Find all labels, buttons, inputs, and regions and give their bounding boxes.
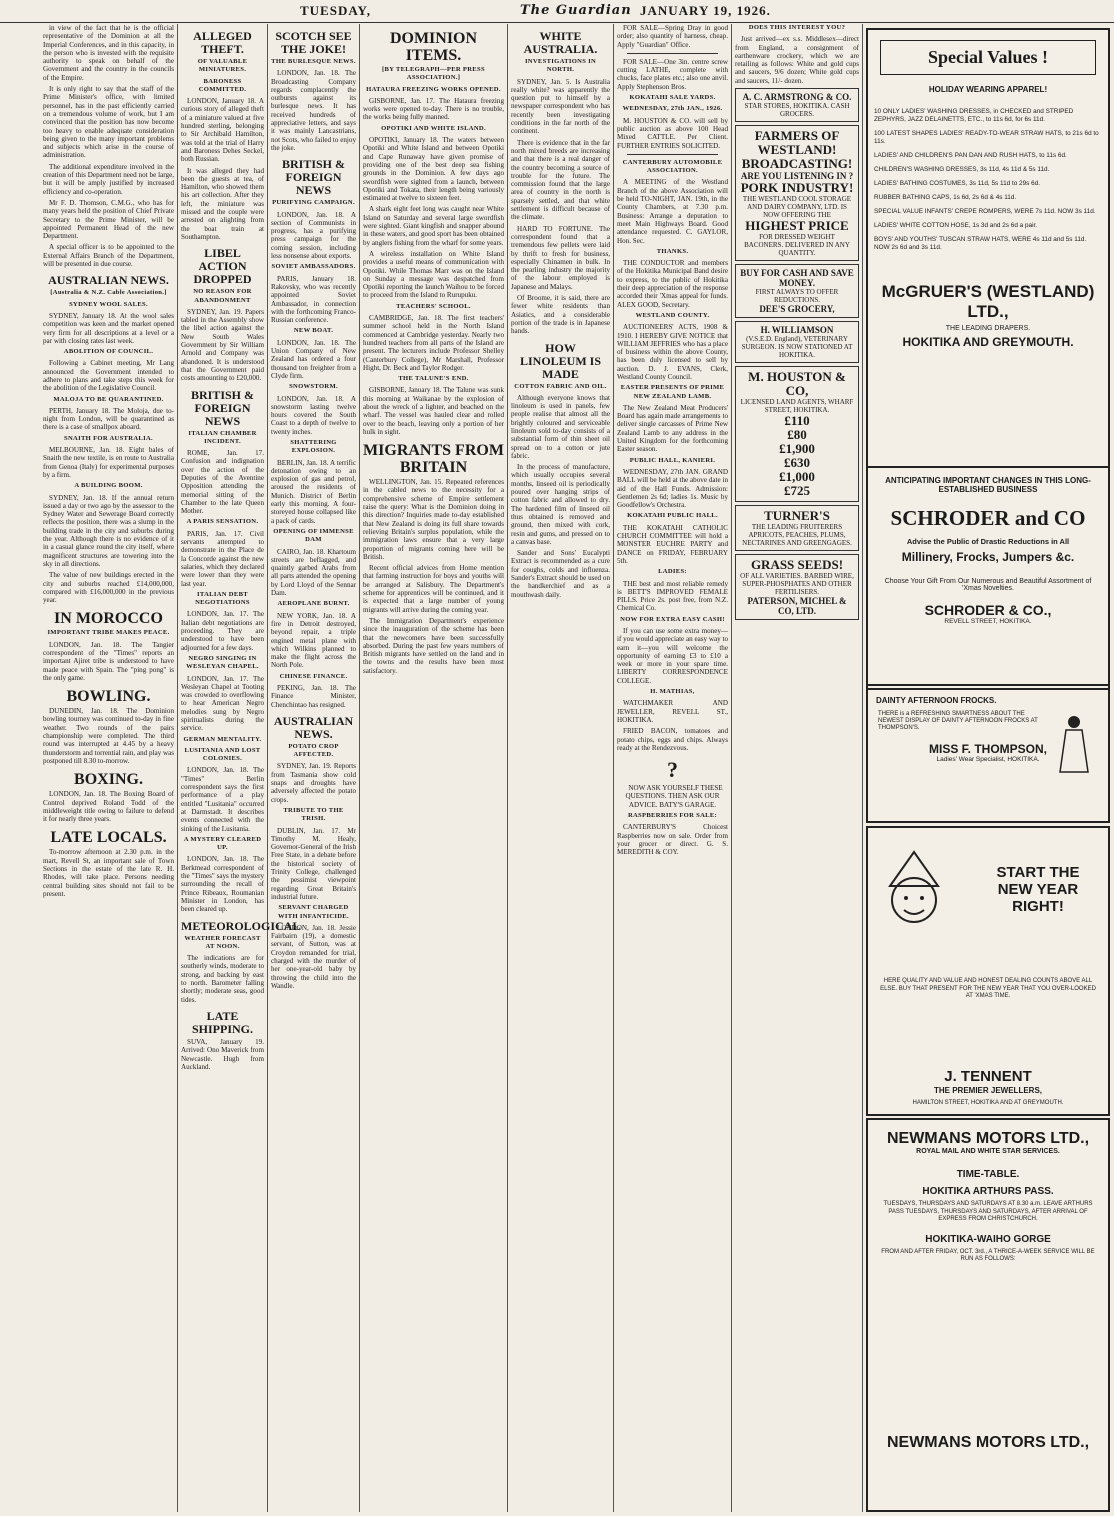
- value-line: RUBBER BATHING CAPS, 1s 6d, 2s 6d & 4s 11d.: [874, 194, 1017, 201]
- subheading-tribute: TRIBUTE TO THE TRISH.: [283, 806, 344, 823]
- article-text: Of Broome, it is said, there are fewer white residents than Asiatics, and a considerable portion of the trade is in Japanese hands.: [511, 294, 610, 336]
- column-6-classifieds: [614, 24, 732, 1512]
- value-line: SPECIAL VALUE INFANTS' CREPE ROMPERS, WERE 7s 11d. NOW 3s 11d.: [874, 208, 1096, 215]
- tennent-sub: THE PREMIER JEWELLERS,: [933, 1086, 1042, 1095]
- article-text: Recent official advices from Home mention that farming instruction for boys and youths will be arranged at Salisbury. The Department's scheme for apprentices will be continued, and it is expected that a large number of young migrants will arrive during the coming year.: [363, 564, 504, 614]
- schroder-anticipating: ANTICIPATING IMPORTANT CHANGES IN THIS LONG-ESTABLISHED BUSINESS: [885, 476, 1091, 494]
- heading-dominion-items: DOMINION ITEMS.: [389, 30, 478, 64]
- article-text: A shark eight feet long was caught near White Island on Saturday and several large swordfish were sighted. Giant kingfish and snapper abound in these waters, and good sport has been obtained by anglers fishing from the wharf for some years.: [363, 205, 504, 247]
- ad-extra-cash: NOW FOR EXTRA EASY CASH!: [620, 615, 725, 623]
- column-4: [360, 24, 508, 1512]
- article-text: Sander and Sons' Eucalypti Extract is recommended as a cure for coughs, colds and influenza. Sander's Extract should be used on the handkerchief and as a mouthwash daily.: [511, 549, 610, 599]
- article-text: LONDON, Jan. 18. Jessie Fairbairn (19), a domestic servant, of Sutton, was at Croydon remanded for trial, charged with the murder of her one-year-old baby by throwing the child into the Wandle.: [271, 923, 356, 990]
- article-text: There is evidence that in the far north mixed breeds are increasing and that there is a real danger of the country becoming a source of trouble for the future. The commission found that the large area of country in the north is sparsely settled, and that white settlement is difficult because of the climate.: [511, 138, 610, 222]
- article-text: SYDNEY, Jan. 19. Reports from Tasmania show cold snaps and droughts have adversely affected the potato crops.: [271, 762, 356, 804]
- ad-tennent: START THE NEW YEAR RIGHT! HERE QUALITY AND VALUE AND HONEST DEALING COUNTS ABOVE ALL ELSE. BUY THAT PRESENT FOR THE NEW YEAR THAT YOU OVER-LOOKED AT 'XMAS TIME. J. TENNENT THE PREMIER JEWELLERS, HAMILTON STREET, HOKITIKA AND AT GREYMOUTH.: [866, 826, 1110, 1116]
- special-values: Special Values !: [880, 40, 1096, 75]
- heading-boxing: BOXING.: [74, 771, 143, 789]
- article-text: The Immigration Department's experience since the inauguration of the scheme has been that the newcomers have been successfully absorbed. During the past few years numbers of British migrants have settled on the land and in the towns and the results have been most satisfactory.: [363, 616, 504, 675]
- subheading-potato: POTATO CROP AFFECTED.: [288, 742, 339, 759]
- ad-easter: EASTER PRESENTS OF PRIME NEW ZEALAND LAMB.: [620, 384, 725, 400]
- newmans2-name: NEWMANS MOTORS LTD.,: [886, 1433, 1090, 1451]
- subheading-lusitania: LUSITANIA AND LOST COLONIES.: [184, 746, 261, 763]
- ad-text: If you can use some extra money—if you would appreciate an easy way to earn it—you will welcome the opportunity of earning £3 to £10 a week or more in your spare time. LIBERTY CORRESPONDENCE COLLEGE.: [617, 627, 728, 685]
- start-heading: START THE NEW YEAR RIGHT!: [996, 864, 1080, 915]
- article-text: LONDON, Jan. 18. The Berkmead correspondent of the "Times" says the mystery surrounding the recall of Prince Ribeaux, Roumanian Minister in London, has been cleared up.: [181, 855, 264, 914]
- article-text: PARIS, Jan. 17. Civil servants attempted to demonstrate in the Place de la Concorde against the new salaries, which they declared were lower than they were last year.: [181, 529, 264, 588]
- heading-linoleum: HOW LINOLEUM IS MADE: [519, 340, 602, 381]
- subheading-theft: OF VALUABLE MINIATURES.: [197, 58, 248, 74]
- subheading-linoleum: COTTON FABRIC AND OIL.: [514, 382, 607, 390]
- article-text: LONDON, Jan. 18. The Tangier correspondent of the "Times" reports an important Ajiret tribe is understood to have made peace with Spain. The "ping pong" is the only game.: [43, 640, 174, 682]
- ad-schroder: [866, 466, 1110, 686]
- ad-westland: WESTLAND COUNTY.: [635, 311, 710, 319]
- ad-houston: M. HOUSTON & CO, LICENSED LAND AGENTS, WHARF STREET, HOKITIKA. £110 £80 £1,900 £630 £1,000 £725: [735, 366, 859, 502]
- value-line: LADIES' AND CHILDREN'S PAN DAN AND RUSH HATS, to 11s 6d.: [874, 152, 1067, 159]
- newmans-sub: ROYAL MAIL AND WHITE STAR SERVICES.: [916, 1148, 1060, 1155]
- article-text: DUBLIN, Jan. 17. Mr Timothy M. Healy, Governor-General of the Irish Free State, in a debate before the historical society of Trinity College, challenged the pessimist viewpoint regarding Great Britain's industrial future.: [271, 826, 356, 901]
- value-line: LADIES' WHITE COTTON HOSE, 1s 3d and 2s 6d a pair.: [874, 222, 1038, 229]
- ad-armstrong: A. C. ARMSTRONG & CO. STAR STORES, HOKITIKA. CASH GROCERS.: [735, 88, 859, 122]
- article-text: ROME, Jan. 17. Confusion and indignation over the action of the Deputies of the Aventine Opposition attending the memorial sitting of the Chamber to the late Queen Mother.: [181, 449, 264, 516]
- heading-meteorological: METEOROLOGICAL: [181, 918, 301, 933]
- schroder2-name: SCHRODER & CO.,: [924, 602, 1052, 618]
- article-text: HARD TO FORTUNE. The correspondent found that a tremendous few pellets were laid by thrift to fresh for business, especially Chinamen in bulk. In the pearling industry the majority of the labour employed is Japanese and Malays.: [511, 224, 610, 291]
- article-wool: SYDNEY, January 18. At the wool sales competition was keen and the market opened very firm for all descriptions at a level or a par with closing rates last week.: [43, 311, 174, 345]
- subheading-teachers: TEACHERS' SCHOOL.: [396, 302, 471, 310]
- article-text: The indications are for southerly winds, moderate to strong, and backing by east to north. Barometer falling shortly; moderate seas, good tides.: [181, 954, 264, 1004]
- article-text: GISBORNE, Jan. 17. The Hataura freezing works were opened to-day. There is no trouble, the works being fully manned.: [363, 96, 504, 122]
- dainty-heading: DAINTY AFTERNOON FROCKS.: [876, 696, 997, 705]
- ad-text: WEDNESDAY, 27th JAN. GRAND BALL will be held at the above date in aid of the Hall Funds. Admission: Gentlemen 2s 6d; ladies 1s. Music by Goodfellow's Orchestra.: [617, 467, 728, 510]
- subheading-baroness: BARONESS COMMITTED.: [198, 77, 247, 93]
- article-text: Mr F. D. Thomson, C.M.G., who has for many years held the position of Chief Private Secretary to the Prime Minister, will be appointed Permanent Head of the new Department.: [43, 198, 174, 241]
- ad-newmans: NEWMANS MOTORS LTD., ROYAL MAIL AND WHITE STAR SERVICES. TIME-TABLE. HOKITIKA ARTHURS PASS. TUESDAYS, THURSDAYS AND SATURDAYS AT 8.30 a.m. LEAVE ARTHURS PASS TUESDAYS, THURSDAYS AND SATURDAYS, AFTER ARRIVAL OF EXPRESS FROM CHRISTCHURCH. HOKITIKA-WAIHO GORGE FROM AND AFTER FRIDAY, OCT. 3rd., A THRICE-A-WEEK SERVICE WILL BE RUN AS FOLLOWS: NEWMANS MOTORS LTD.,: [866, 1118, 1110, 1512]
- article-text: To-morrow afternoon at 2.30 p.m. in the mart, Revell St, an important sale of Town Sections in the estate of the late R. H. Rhodes, will take place. Persons needing central building sites should not fail to be present.: [43, 848, 174, 898]
- thompson-sub: Ladies' Wear Specialist, HOKITIKA.: [936, 756, 1040, 763]
- article-text: Although everyone knows that linoleum is used in panels, few people realise that almost all the brightly coloured and serviceable linoleum sold to-day consists of a substantial form of thin sheet oil spread on to a cotton or jute fabric.: [511, 393, 610, 460]
- subheading-negro: NEGRO SINGING IN WESLEYAN CHAPEL.: [186, 654, 259, 671]
- column-7-ads: [732, 24, 863, 1512]
- ad-williamson: H. WILLIAMSON (V.S.E.D. England), VETERINARY SURGEON. IS NOW STATIONED AT HOKITIKA.: [735, 321, 859, 363]
- thompson-name: MISS F. THOMPSON,: [928, 742, 1047, 756]
- newmans-name: NEWMANS MOTORS LTD.,: [886, 1130, 1090, 1147]
- article-text: Following a Cabinet meeting, Mr Lang announced the Government intended to adhere to plans and take steps this week for the abolition of the Legislative Council.: [43, 359, 174, 393]
- ad-text: FOR SALE—One 3in. centre screw cutting LATHE, complete with chucks, face plates etc.; also one anvil. Apply Stephenson Bros.: [617, 57, 728, 91]
- ad-text: M. HOUSTON & CO. will sell by public auction as above 100 Head Mixed CATTLE. Per Client. FURTHER ENTRIES SOLICITED.: [617, 116, 728, 150]
- heading-libel-action: LIBEL ACTION DROPPED: [193, 246, 252, 287]
- subheading-purifying: PURIFYING CAMPAIGN.: [272, 199, 355, 207]
- value-line: LADIES' BATHING COSTUMES, 3s 11d, 5s 11d to 29s 6d.: [874, 180, 1041, 187]
- subheading-morocco: IMPORTANT TRIBE MAKES PEACE.: [47, 629, 170, 637]
- article-text: The value of new buildings erected in the city and suburbs reached £14,000,000, compared with £16,000,000 in the previous year.: [43, 571, 174, 605]
- article-text: LONDON, Jan. 18. The Broadcasting Company regards complacently the outbursts against its burlesque news. It has received hundreds of appreciative letters, and says it was mainly Lancastrians, not Scots, who failed to enjoy the joke.: [271, 69, 356, 152]
- article-text: GISBORNE, January 18. The Talune was sunk this morning at Waikanae by the explosion of about the wreck of a lighter, and beached on the wharf. The vessel was hauled clear and rolled over to the beach, leaving only a portion of her hulk in sight.: [363, 386, 504, 436]
- value-line: CHILDREN'S WASHING DRESSES, 3s 11d, 4s 11d & 5s 11d.: [874, 166, 1050, 173]
- article-text: LONDON, Jan. 17. The Wesleyan Chapel at Tooting was crowded to overflowing to hear American Negro melodies sung by Negro spiritualists during the service.: [181, 674, 264, 733]
- article-text: NEW YORK, Jan. 18. A fire in Detroit destroyed, beyond repair, a triple engined metal plane with which Wilkins planned to make the flight across the North Pole.: [271, 611, 356, 670]
- article-text: LONDON, Jan. 18. A snowstorm lasting twelve hours covered the South Coast to a depth of twelve to twenty inches.: [271, 394, 356, 436]
- masthead: [0, 0, 1114, 23]
- article-text: PEKING, Jan. 18. The Finance Minister, Chenchintao has resigned.: [271, 684, 356, 709]
- article-text: LONDON, Jan. 18. The "Times" Berlin correspondent says the first performance of a play entitled "Lusitania" occurred at Darmstadt. It describes events connected with the sinking of the Lusitania.: [181, 766, 264, 833]
- arthurs-pass: HOKITIKA ARTHURS PASS.: [922, 1186, 1054, 1197]
- subheading-wool: SYDNEY WOOL SALES.: [69, 300, 148, 308]
- article-text: DUNEDIN, Jan. 18. The Dominion bowling tourney was continued to-day in fine weather. Two rounds of the pairs championship were completed. The third round was interrupted at 4.45 by a heavy thunderstorm and torrential rain, and play was postponed till 8.30 to-morrow.: [43, 707, 174, 765]
- subheading-abolition: ABOLITION OF COUNCIL.: [63, 348, 154, 356]
- column-1: [40, 24, 178, 1512]
- ad-text: AUCTIONEERS' ACTS, 1908 & 1910. I HEREBY GIVE NOTICE that WILLIAM JEFFRIES who has a place of business within the above County, has been duly licensed to sell by auction. D. J. EVANS, Clerk, Westland County Council.: [617, 323, 728, 381]
- ad-grass: GRASS SEEDS! OF ALL VARIETIES. BARBED WIRE, SUPER-PHOSPHATES AND OTHER FERTILISERS. PATERSON, MICHEL & CO, LTD.: [735, 554, 859, 620]
- masthead-title: The Guardian: [520, 3, 632, 18]
- ad-turners: TURNER'S THE LEADING FRUITERERS APRICOTS, PEACHES, PLUMS, NECTARINES AND GREENGAGES.: [735, 505, 859, 551]
- ad-interest-heading: DOES THIS INTEREST YOU?: [748, 24, 846, 31]
- mcgruer-name: McGRUER'S (WESTLAND) LTD.,: [881, 282, 1095, 321]
- article-text: OPOTIKI, January 18. The waters between Opotiki and White Island and between Opotiki and Cape Runaway have given promise of providing one of the best deep sea fishing grounds in the Dominion. A few days ago swordfish were sighted from a launch, between Opotiki and Tokata, their length being variously estimated at twelve to sixteen feet.: [363, 136, 504, 203]
- subheading-opening-dam: OPENING OF IMMENSE DAM: [273, 527, 354, 544]
- heading-british-foreign-2: BRITISH & FOREIGN NEWS: [281, 157, 346, 198]
- subheading-hataura: HATAURA FREEZING WORKS OPENED.: [366, 85, 501, 93]
- article-text: LONDON, Jan. 18. The Union Company of New Zealand has ordered a four thousand ton freighter from a Clyde firm.: [271, 338, 356, 380]
- ad-text: Just arrived—ex s.s. Middlesex—direct from England, a consignment of earthenware crockery, which we are retailing as follows: White and gold cups and saucers, 9/6 dozen; White gold cups and saucers, 11/- dozen.: [735, 35, 859, 85]
- article-text: PARIS, January 18. Rakovsky, who was recently appointed Soviet Ambassador, in connection with the forthcoming Franco-Russian conference.: [271, 274, 356, 325]
- value-line: 10 ONLY LADIES' WASHING DRESSES, in CHECKED and STRIPED ZEPHYRS, JAZZ DELAINETTS, ETC., to 11s 6d, for 6s 11d.: [874, 108, 1074, 123]
- mcgruer-sub: THE LEADING DRAPERS.: [945, 325, 1031, 332]
- ad-ladies: LADIES:: [658, 568, 687, 576]
- ad-public-hall: PUBLIC HALL, KANIERI.: [629, 456, 716, 464]
- subheading-met: WEATHER FORECAST AT NOON.: [184, 934, 261, 950]
- subheading-opotiki: OPOTIKI AND WHITE ISLAND.: [381, 124, 486, 132]
- value-line: BOYS' AND YOUTHS' TUSCAN STRAW HATS, WERE 4s 11d and 5s 11d. NOW 2s 6d and 3s 11d.: [874, 236, 1087, 251]
- masthead-day: TUESDAY,: [300, 3, 371, 18]
- article-text: The additional expenditure involved in the creation of this Department need not be large, but it will be amply justified by increased efficiency and co-operation.: [43, 162, 174, 196]
- ad-text: WATCHMAKER AND JEWELLER, REVELL ST., HOKITIKA.: [617, 699, 728, 724]
- subheading-servant: SERVANT CHARGED WITH INFANTICIDE.: [278, 904, 349, 920]
- lady-figure-icon: [1054, 712, 1094, 782]
- article-text: A wireless installation on White Island provides a useful means of communication with Opotiki. While Thomas Marr was on the Island on Sunday a message was despatched from Opotiki reporting the launch Waihou to be forced to proceed from the Island to Rurupuku.: [363, 249, 504, 300]
- ad-text: THE CONDUCTOR and members of the Hokitika Municipal Band desire to express, to the public of Hokitika their deep appreciation of the response accorded their 'Xmas appeal for funds. ALEX GOOD, Secretary.: [617, 259, 728, 309]
- subheading-taluns: THE TALUNE'S END.: [398, 375, 469, 383]
- subheading-white: INVESTIGATIONS IN NORTH.: [524, 58, 597, 74]
- subheading-italian: ITALIAN CHAMBER INCIDENT.: [188, 429, 257, 445]
- subheading-italian-debt: ITALIAN DEBT NEGOTIATIONS: [195, 590, 250, 607]
- subheading-shattering: SHATTERING EXPLOSION.: [290, 438, 337, 455]
- heading-morocco: IN MOROCCO: [54, 610, 163, 628]
- subheading-soviet: SOVIET AMBASSADORS.: [271, 263, 356, 271]
- article-text: SYDNEY, Jan. 18. If the annual return issued a day or two ago by the assessor to the Sydney Water and Sewerage Board correctly reflects the position, there was a slump in the building trade in the city and suburbs during the year. Although there is no evidence of it in a casual glance round the city itself, where magnificent structures are towering into the sky in all directions.: [43, 493, 174, 568]
- subheading-libel: NO REASON FOR ABANDONMENT: [193, 288, 252, 304]
- article-text: BERLIN, Jan. 18. A terrific detonation owing to an explosion of gas and petrol, aroused the residents of Munich. District of Berlin early this morning. A four-storeyed house collapsed like a pack of cards.: [271, 458, 356, 525]
- article-text: SYDNEY, Jan. 19. Papers tabled in the Assembly show the libel action against the New South Wales Government by Sir William Arnold and Company was abandoned. It is understood that the Government paid costs amounting to £20,000.: [181, 307, 264, 383]
- schroder-name: SCHRODER and CO: [890, 506, 1086, 530]
- schroder-sub2: Millinery, Frocks, Jumpers &c.: [901, 550, 1075, 564]
- ad-forsale: FOR SALE—Spring Dray in good order; also quantity of harness, cheap. Apply "Guardian" Office.: [617, 24, 728, 49]
- article-text: SYDNEY, Jan. 5. Is Australia really white? was apparently the question put to himself by a newspaper correspondent who has recently been investigating conditions in the far north of the continent.: [511, 77, 610, 136]
- ad-text: NOW ASK YOURSELF THESE QUESTIONS. THEN ASK OUR ADVICE. BATY'S GARAGE.: [625, 784, 723, 809]
- article-text: LONDON, Jan. 18. The Boxing Board of Control deprived Roland Todd of the middleweight title owing to failure to defend it for nearly three years.: [43, 790, 174, 824]
- ad-kokatahi-hall: KOKATAHI PUBLIC HALL.: [627, 512, 718, 520]
- subheading-scotch: THE BURLESQUE NEWS.: [271, 58, 356, 65]
- article-text: A special officer is to be appointed to the External Affairs Branch of the Department, will be presented in due course.: [43, 243, 174, 269]
- article-intro: in view of the fact that he is the official representative of the Dominion at all the Imperial Conferences, and in this capacity, in the person who is invested with the requisite authority to speak on behalf of the Government and the country in the councils of the Empire.: [43, 24, 174, 82]
- heading-australian-news: AUSTRALIAN NEWS.: [48, 273, 169, 288]
- subheading-mystery: A MYSTERY CLEARED UP.: [183, 835, 262, 852]
- question-mark: ?: [667, 757, 678, 783]
- subheading-snowstorm: SNOWSTORM.: [289, 383, 338, 391]
- subheading-building: A BUILDING BOOM.: [74, 482, 143, 490]
- subheading-snaith: SNAITH FOR AUSTRALIA.: [64, 434, 153, 442]
- heading-scotch: SCOTCH SEE THE JOKE!: [275, 29, 352, 56]
- heading-alleged-theft: ALLEGED THEFT.: [193, 29, 252, 56]
- ad-text: A MEETING of the Westland Branch of the above Association will be held TO-NIGHT, JAN. 19th, in the County Chambers, at 7.30 p.m. Business: Arrange a deputation to meet Main Highways Board. Good attendance requested. C. GAYLOR, Hon. Sec.: [617, 178, 728, 245]
- ad-text: FRIED BACON, tomatoes and potato chips, eggs and chips. Always ready at the Rendezvous.: [617, 727, 728, 752]
- ad-farmers: FARMERS OF WESTLAND! BROADCASTING! ARE YOU LISTENING IN ? PORK INDUSTRY! THE WESTLAND COOL STORAGE AND DAIRY COMPANY, LTD. IS NOW OFFERING THE HIGHEST PRICE FOR DRESSED WEIGHT BACONERS. DELIVERED IN ANY QUANTITY.: [735, 125, 859, 261]
- schroder-choose: Choose Your Gift From Our Numerous and Beautiful Assortment of 'Xmas Novelties.: [884, 578, 1092, 592]
- article-text: LONDON, Jan. 18. A section of Communists in progress, has a purifying press campaign for the coming session, including less nonsense about exports.: [271, 210, 356, 261]
- subheading-aeroplane: AEROPLANE BURNT.: [277, 600, 350, 608]
- ad-raspberries: RASPBERRIES FOR SALE:: [627, 812, 718, 820]
- schroder-sub: Advise the Public of Drastic Reductions in All: [906, 537, 1070, 546]
- ad-mathias: H. MATHIAS,: [650, 688, 695, 696]
- article-text: SUVA, January 19. Arrived: Ono Maverick from Newcastle. Hugh from Auckland.: [181, 1037, 264, 1071]
- heading-white-australia: WHITE AUSTRALIA.: [523, 29, 598, 56]
- ad-thompson: DAINTY AFTERNOON FROCKS. THERE is a REFRESHING SMARTNESS ABOUT THE NEWEST DISPLAY OF DAINTY AFTERNOON FROCKS AT THOMPSON'S. MISS F. THOMPSON, Ladies' Wear Specialist, HOKITIKA.: [866, 688, 1110, 823]
- article-text: WELLINGTON, Jan. 15. Repeated references in the cabled news to the necessity for a comprehensive scheme of Empire settlement raise the query: What is the Dominion doing in this direction? Inquiries made to-day established that New Zealand is doing its full share towards relieving Britain's surplus population, while the immigration laws ensure that a very large proportion of migrants coming here will be British.: [363, 478, 504, 561]
- timetable: TIME-TABLE.: [956, 1169, 1020, 1180]
- heading-british-foreign: BRITISH & FOREIGN NEWS: [190, 387, 255, 428]
- ad-kokatahi-date: WEDNESDAY, 27th JAN., 1926.: [622, 105, 723, 113]
- ad-text: THE best and most reliable remedy is BETT'S IMPROVED FEMALE PILLS. Price 2s. post free, from N.Z. Chemical Co.: [617, 579, 728, 613]
- article-text: LONDON, January 18. A curious story of alleged theft of a miniature valued at five hundred sterling, belonging to Sir Archibald Hamilton, was told at the trial of Harry and Baroness Dehes Seckel, both Russian.: [181, 97, 264, 164]
- schroder2-address: REVELL STREET, HOKITIKA.: [944, 618, 1032, 625]
- mcgruer-location: HOKITIKA AND GREYMOUTH.: [902, 335, 1074, 349]
- subheading-maloja: MALOJA TO BE QUARANTINED.: [53, 395, 164, 403]
- ad-canterbury: CANTERBURY AUTOMOBILE ASSOCIATION.: [622, 158, 723, 175]
- subheading-chinese: CHINESE FINANCE.: [279, 672, 348, 680]
- waiho-gorge: HOKITIKA-WAIHO GORGE: [925, 1233, 1051, 1245]
- holiday-heading: HOLIDAY WEARING APPAREL!: [928, 85, 1048, 94]
- press-credit: [BY TELEGRAPH—PER PRESS ASSOCIATION.]: [382, 66, 485, 82]
- ad-text: The New Zealand Meat Producers' Board has again made arrangements to deliver single carcasses of Prime New Zealand Lamb to any address in the United Kingdom for the forthcoming Easter season.: [617, 403, 728, 454]
- ad-text: THE KOKATAHI CATHOLIC CHURCH COMMITTEE will hold a MONSTER EUCHRE PARTY and DANCE on FRIDAY, FEBRUARY 5th.: [617, 523, 728, 565]
- article-text: MELBOURNE, Jan. 18. Eight bales of Snaith the new textile, is en route to Australia from Genoa (Italy) for experimental purposes by a firm.: [43, 446, 174, 479]
- subheading-paris: A PARIS SENSATION.: [186, 518, 259, 526]
- column-5: [508, 24, 614, 1512]
- ad-kokatahi-yards: KOKATAHI SALE YARDS.: [629, 94, 716, 102]
- tennent-address: HAMILTON STREET, HOKITIKA AND AT GREYMOUTH.: [912, 1100, 1064, 1106]
- heading-australian-news-2: AUSTRALIAN NEWS.: [273, 713, 354, 741]
- ad-buy-cash: BUY FOR CASH AND SAVE MONEY. FIRST ALWAYS TO OFFER REDUCTIONS. DEE'S GROCERY,: [735, 264, 859, 318]
- column-2: [178, 24, 301, 1512]
- jester-figure-icon: [878, 846, 950, 956]
- subheading-new-boat: NEW BOAT.: [293, 327, 334, 335]
- heading-bowling: BOWLING.: [66, 688, 151, 706]
- ad-thanks: THANKS.: [656, 247, 689, 255]
- cable-credit: [Australia & N.Z. Cable Association.]: [50, 289, 167, 297]
- article-text: LONDON, Jan. 17. The Italian debt negotiations are proceeding. They are understood to have been adjourned for a few days.: [181, 610, 264, 652]
- article-text: It was alleged they had been the guests at tea, of Hamilton, who showed them his art collection. After they left, the miniature was missed and the couple were arrested on alighting from the boat train at Southampton.: [181, 166, 264, 241]
- article-text: PERTH, January 18. The Moloja, due to-night from London, will be quarantined as there is a case of smallpox aboard.: [43, 406, 174, 432]
- subheading-german: GERMAN MENTALITY.: [183, 735, 262, 743]
- value-line: 100 LATEST SHAPES LADIES' READY-TO-WEAR STRAW HATS, to 21s 6d to 11s.: [874, 130, 1099, 145]
- article-text: CAMBRIDGE, Jan. 18. The first teachers' summer school held in the North Island commenced at Cambridge yesterday. Nearly two hundred teachers from all parts of the Island are present. The lecturers include Professor Shelley (Canterbury College), Mr Marshall, Professor Hight, Dr. Beck and Taylor Rodger.: [363, 314, 504, 372]
- column-3: [268, 24, 360, 1512]
- masthead-date: JANUARY 19, 1926.: [640, 3, 771, 18]
- article-text: CAIRO, Jan. 18. Khartoum streets are beflagged, and quaintly garbed Arabs from all parts attended the opening by Lord Lloyd of the Sennar Dam.: [271, 547, 356, 598]
- article-text: In the process of manufacture, which usually occupies several months, linseed oil is periodically poured over hanging strips of cotton fabric and allowed to dry. The hardened film of linseed oil thus obtained is removed and ground, then mixed with cork, resin and gums, and pressed on to a canvas base.: [511, 463, 610, 546]
- article-text: It is only right to say that the staff of the Prime Minister's office, with limited personnel, has in the past efficiently carried on a tremendous volume of work, but I am convinced that the position has now become too heavy to enable adequate consideration being given to the many important problems and subjects which arise in the course of administration.: [43, 85, 174, 160]
- heading-migrants: MIGRANTS FROM BRITAIN: [363, 442, 504, 477]
- tennent-name: J. TENNENT: [944, 1068, 1032, 1085]
- heading-late-shipping: LATE SHIPPING.: [191, 1008, 253, 1036]
- ad-text: CANTERBURY'S Choicest Raspberries now on sale. Order from your grocer or direct. G. S. MEREDITH & COY.: [617, 823, 728, 857]
- heading-late-locals: LATE LOCALS.: [50, 829, 167, 847]
